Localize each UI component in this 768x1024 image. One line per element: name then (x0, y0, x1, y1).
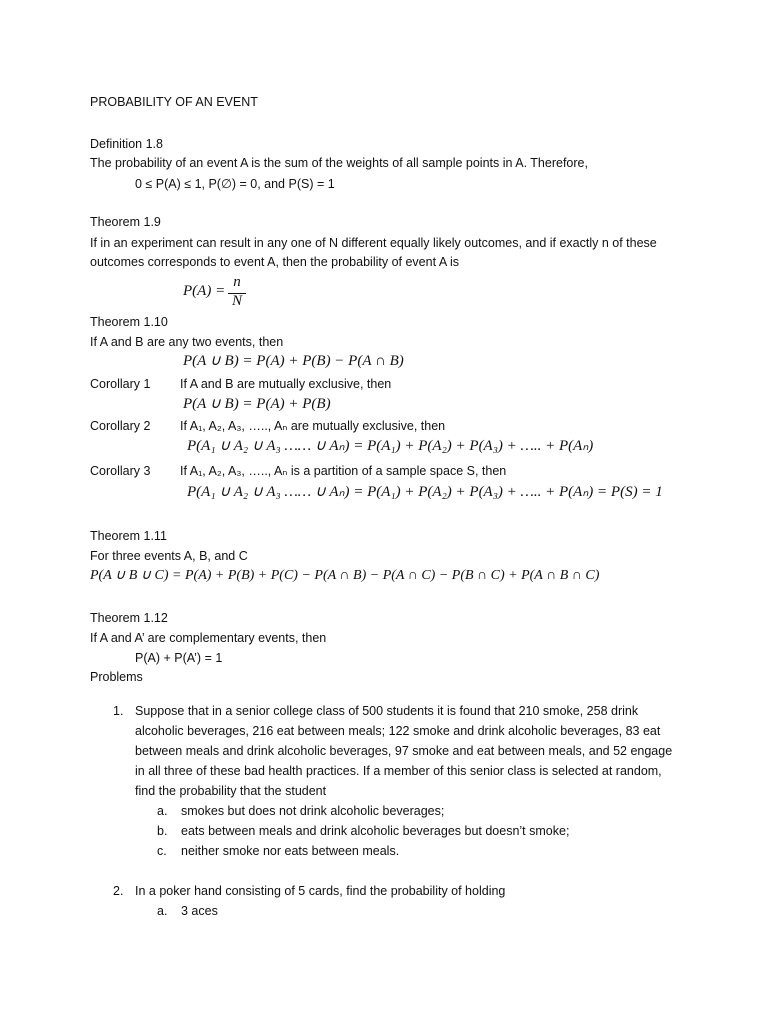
corollary-2-text: If A₁, A₂, A₃, ….., Aₙ are mutually exclusive, then (180, 419, 446, 433)
problem-1-line: Suppose that in a senior college class of 500 students it is found that 210 smoke, 258 drink (135, 704, 639, 718)
theorem-1-11-text: For three events A, B, and C (90, 549, 248, 563)
corollary-3-text: If A₁, A₂, A₃, ….., Aₙ is a partition of a sample space S, then (180, 464, 507, 478)
formula-lhs: P(A) = (183, 283, 226, 299)
problem-1-item-text: eats between meals and drink alcoholic beverages but doesn’t smoke; (181, 824, 570, 838)
theorem-1-11-heading: Theorem 1.11 (90, 529, 167, 543)
problem-1-line: in all three of these bad health practices. If a member of this senior class is selected at random, (135, 764, 662, 778)
corollary-3-formula: P(A₁ ∪ A₂ ∪ A₃ …… ∪ Aₙ) = P(A₁) + P(A₂) + P(A₃) + ….. + P(Aₙ) = P(S) = 1 (187, 484, 663, 500)
definition-1-8-text: The probability of an event A is the sum of the weights of all sample points in A. Therefore, (90, 156, 588, 170)
problem-1-number: 1. (113, 704, 124, 718)
problems-heading: Problems (90, 670, 143, 684)
corollary-2-formula: P(A₁ ∪ A₂ ∪ A₃ …… ∪ Aₙ) = P(A₁) + P(A₂) + P(A₃) + ….. + P(Aₙ) (187, 438, 594, 454)
theorem-1-12-heading: Theorem 1.12 (90, 611, 168, 625)
theorem-1-10-formula: P(A ∪ B) = P(A) + P(B) − P(A ∩ B) (183, 353, 404, 369)
problem-1-line: find the probability that the student (135, 784, 327, 798)
problem-1-line: alcoholic beverages, 216 eat between meals; 122 smoke and drink alcoholic beverages, 83 eat (135, 724, 661, 738)
corollary-1-text: If A and B are mutually exclusive, then (180, 377, 392, 391)
theorem-1-9-line-2: outcomes corresponds to event A, then the probability of event A is (90, 255, 459, 269)
problem-2-item-letter: a. (157, 904, 168, 918)
problem-2-line: In a poker hand consisting of 5 cards, find the probability of holding (135, 884, 506, 898)
corollary-2-label: Corollary 2 (90, 419, 151, 433)
definition-1-8-heading: Definition 1.8 (90, 137, 163, 151)
theorem-1-12-formula: P(A) + P(A’) = 1 (135, 651, 223, 665)
problem-1-item-text: smokes but does not drink alcoholic beverages; (181, 804, 445, 818)
theorem-1-10-text: If A and B are any two events, then (90, 335, 284, 349)
theorem-1-12-text: If A and A’ are complementary events, then (90, 631, 327, 645)
theorem-1-10-heading: Theorem 1.10 (90, 315, 168, 329)
problem-1-line: between meals and drink alcoholic beverages, 97 smoke and eat between meals, and 52 engage (135, 744, 673, 758)
formula-numerator: n (233, 274, 241, 290)
problem-2-item-text: 3 aces (181, 904, 218, 918)
corollary-3-label: Corollary 3 (90, 464, 151, 478)
corollary-1-label: Corollary 1 (90, 377, 151, 391)
theorem-1-9-line-1: If in an experiment can result in any one of N different equally likely outcomes, and if exactly n of these (90, 236, 657, 250)
problem-1-item-letter: a. (157, 804, 168, 818)
page-title: PROBABILITY OF AN EVENT (90, 95, 258, 109)
theorem-1-11-formula: P(A ∪ B ∪ C) = P(A) + P(B) + P(C) − P(A ∩ B) − P(A ∩ C) − P(B ∩ C) + P(A ∩ B ∩ C) (90, 568, 600, 583)
formula-denominator: N (231, 293, 242, 309)
corollary-1-formula: P(A ∪ B) = P(A) + P(B) (183, 396, 331, 412)
problem-1-item-text: neither smoke nor eats between meals. (181, 844, 400, 858)
problem-1-item-letter: b. (157, 824, 168, 838)
problem-1-item-letter: c. (157, 844, 167, 858)
problem-2-number: 2. (113, 884, 124, 898)
theorem-1-9-heading: Theorem 1.9 (90, 215, 161, 229)
definition-1-8-bounds: 0 ≤ P(A) ≤ 1, P(∅) = 0, and P(S) = 1 (135, 177, 335, 191)
